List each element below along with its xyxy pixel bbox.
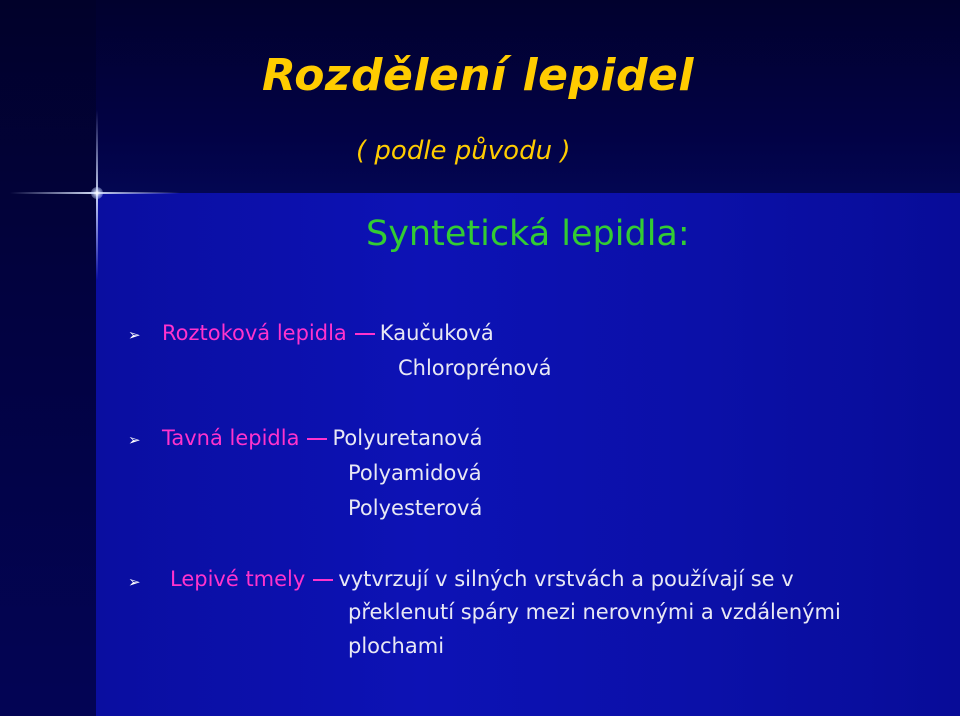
dash-connector — [313, 579, 333, 581]
item-value: vytvrzují v silných vrstvách a používají se v — [338, 567, 794, 591]
section-heading: Syntetická lepidla: — [366, 214, 690, 254]
left-band — [0, 0, 96, 716]
dash-connector — [355, 333, 375, 335]
list-item-lepive-tmely — [170, 567, 794, 591]
item-value: Polyamidová — [348, 461, 482, 485]
item-value: Polyesterová — [348, 496, 483, 520]
item-value: Polyuretanová — [332, 426, 483, 450]
item-value: plochami — [348, 634, 445, 658]
sparkle-icon — [91, 187, 103, 199]
item-value: Chloroprénová — [398, 356, 552, 380]
arrow-bullet-icon: ➢ — [128, 326, 141, 344]
item-label: Roztoková lepidla — [162, 321, 347, 345]
arrow-bullet-icon: ➢ — [128, 431, 141, 449]
list-item-tavna — [162, 426, 482, 450]
slide-title: Rozdělení lepidel — [262, 50, 694, 101]
item-value: překlenutí spáry mezi nerovnými a vzdálenými — [348, 600, 841, 624]
slide-subtitle: ( podle původu ) — [356, 136, 571, 166]
item-label: Tavná lepidla — [162, 426, 300, 450]
dash-connector — [307, 438, 327, 440]
list-item-roztokova — [162, 321, 494, 345]
item-value: Kaučuková — [379, 321, 494, 345]
arrow-bullet-icon: ➢ — [128, 573, 141, 591]
item-label: Lepivé tmely — [170, 567, 306, 591]
